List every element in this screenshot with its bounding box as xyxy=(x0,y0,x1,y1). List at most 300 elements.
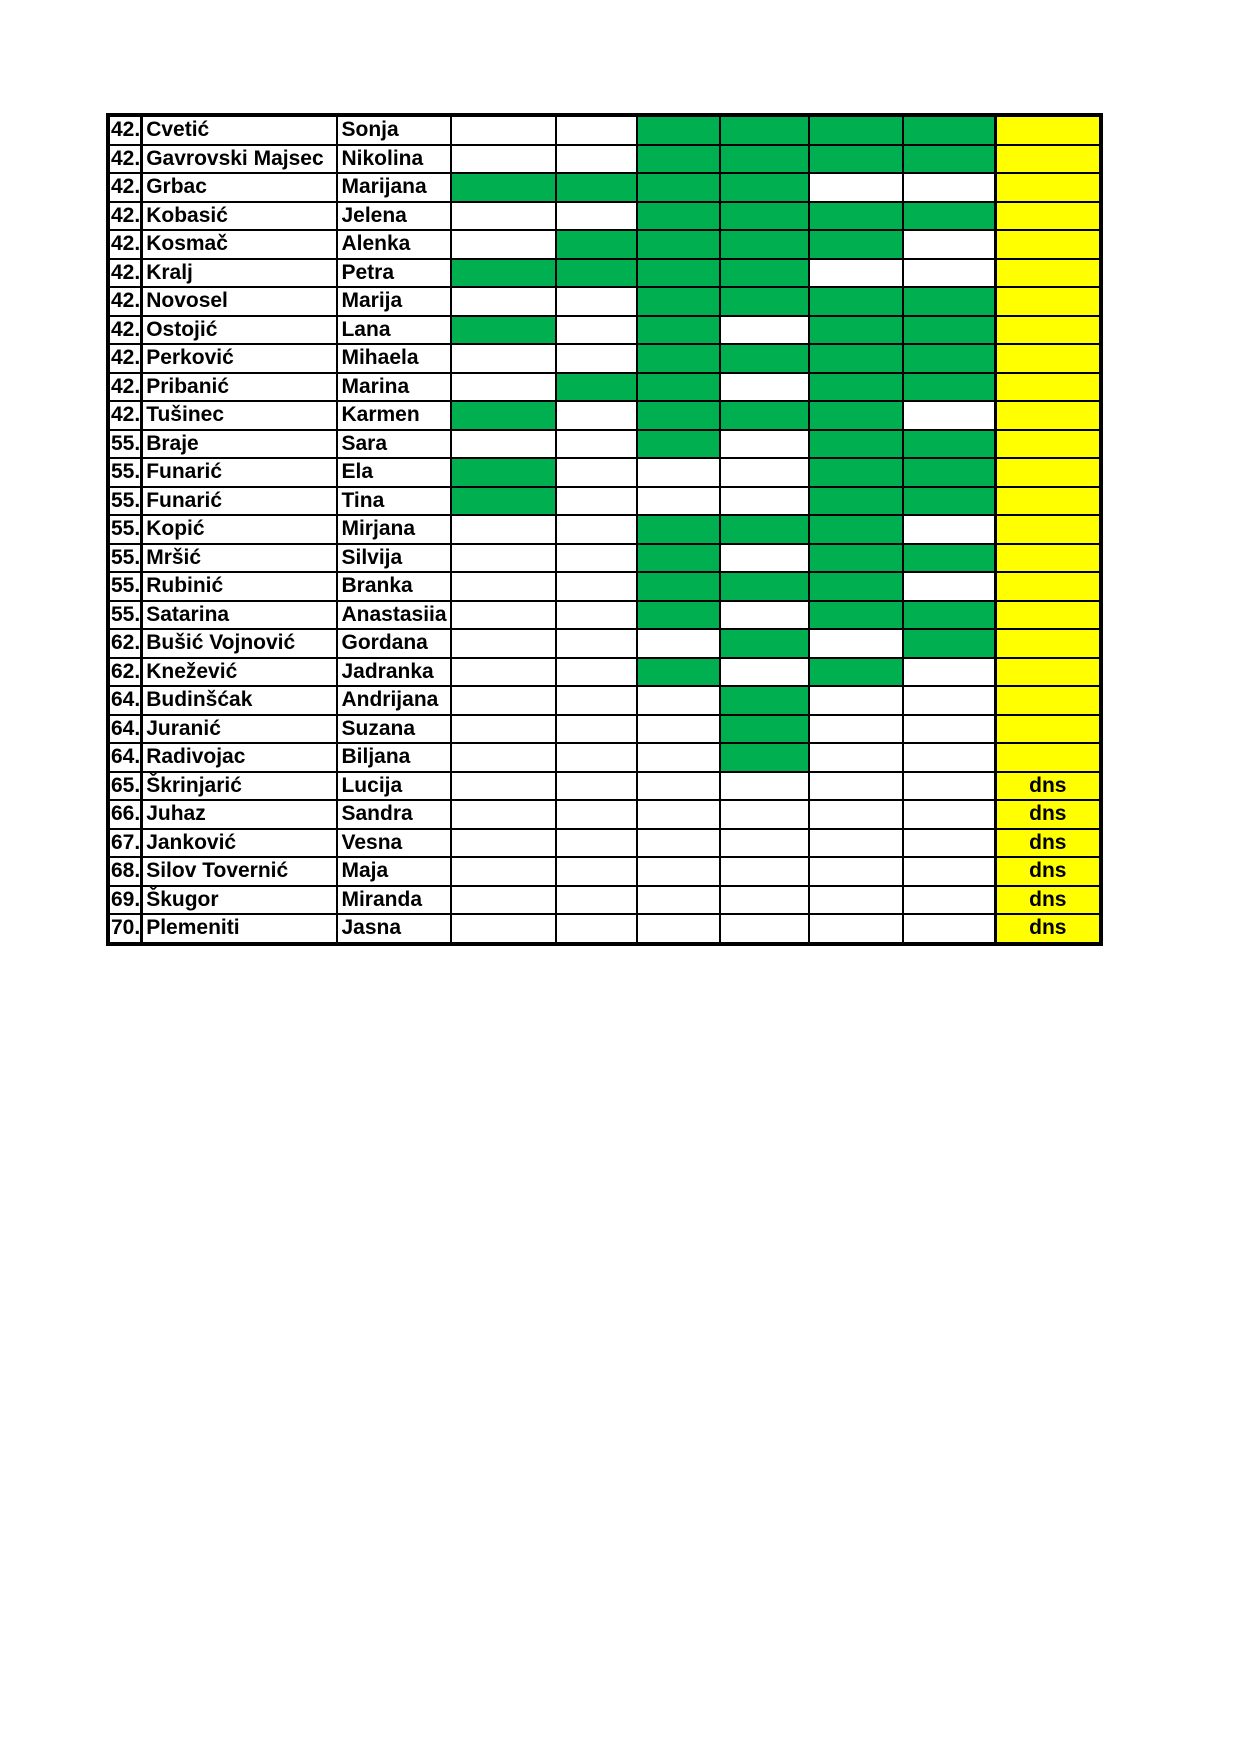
surname-cell: Kobasić xyxy=(142,202,338,231)
name-cell: Karmen xyxy=(337,401,450,430)
surname-cell: Bušić Vojnović xyxy=(142,629,338,658)
empty-mark-cell xyxy=(809,259,903,288)
empty-mark-cell xyxy=(556,115,637,145)
empty-mark-cell xyxy=(720,800,808,829)
name-cell: Ela xyxy=(337,458,450,487)
surname-cell: Perković xyxy=(142,344,338,373)
rank-cell: 67. xyxy=(108,829,142,858)
empty-mark-cell xyxy=(556,344,637,373)
status-cell xyxy=(995,373,1101,402)
results-table xyxy=(106,113,1103,946)
green-mark-cell xyxy=(903,287,995,316)
green-mark-cell xyxy=(903,316,995,345)
name-cell: Silvija xyxy=(337,544,450,573)
empty-mark-cell xyxy=(451,914,556,944)
empty-mark-cell xyxy=(809,173,903,202)
name-cell: Marijana xyxy=(337,173,450,202)
empty-mark-cell xyxy=(451,772,556,801)
green-mark-cell xyxy=(809,658,903,687)
status-cell xyxy=(995,344,1101,373)
table-row xyxy=(108,629,1101,658)
empty-mark-cell xyxy=(556,430,637,459)
status-cell xyxy=(995,743,1101,772)
empty-mark-cell xyxy=(637,886,720,915)
status-cell: dns xyxy=(995,800,1101,829)
name-cell: Jelena xyxy=(337,202,450,231)
green-mark-cell xyxy=(637,173,720,202)
rank-cell: 42. xyxy=(108,115,142,145)
name-cell: Alenka xyxy=(337,230,450,259)
status-cell xyxy=(995,515,1101,544)
green-mark-cell xyxy=(903,115,995,145)
empty-mark-cell xyxy=(451,658,556,687)
table-row xyxy=(108,886,1101,915)
green-mark-cell xyxy=(903,629,995,658)
empty-mark-cell xyxy=(809,743,903,772)
name-cell: Jasna xyxy=(337,914,450,944)
name-cell: Marija xyxy=(337,287,450,316)
rank-cell: 55. xyxy=(108,458,142,487)
status-cell xyxy=(995,572,1101,601)
green-mark-cell xyxy=(720,686,808,715)
name-cell: Biljana xyxy=(337,743,450,772)
empty-mark-cell xyxy=(903,715,995,744)
empty-mark-cell xyxy=(809,857,903,886)
table-row xyxy=(108,800,1101,829)
empty-mark-cell xyxy=(637,487,720,516)
surname-cell: Kosmač xyxy=(142,230,338,259)
green-mark-cell xyxy=(809,287,903,316)
empty-mark-cell xyxy=(556,629,637,658)
surname-cell: Mršić xyxy=(142,544,338,573)
green-mark-cell xyxy=(903,487,995,516)
green-mark-cell xyxy=(903,544,995,573)
empty-mark-cell xyxy=(809,829,903,858)
status-cell xyxy=(995,401,1101,430)
empty-mark-cell xyxy=(451,886,556,915)
table-row xyxy=(108,115,1101,145)
green-mark-cell xyxy=(637,316,720,345)
status-cell: dns xyxy=(995,772,1101,801)
empty-mark-cell xyxy=(451,230,556,259)
surname-cell: Radivojac xyxy=(142,743,338,772)
green-mark-cell xyxy=(809,572,903,601)
surname-cell: Satarina xyxy=(142,601,338,630)
rank-cell: 42. xyxy=(108,173,142,202)
rank-cell: 68. xyxy=(108,857,142,886)
green-mark-cell xyxy=(451,458,556,487)
green-mark-cell xyxy=(809,601,903,630)
green-mark-cell xyxy=(720,145,808,174)
empty-mark-cell xyxy=(451,544,556,573)
rank-cell: 42. xyxy=(108,259,142,288)
empty-mark-cell xyxy=(720,544,808,573)
green-mark-cell xyxy=(809,202,903,231)
table-row xyxy=(108,829,1101,858)
empty-mark-cell xyxy=(720,430,808,459)
empty-mark-cell xyxy=(451,800,556,829)
rank-cell: 70. xyxy=(108,914,142,944)
surname-cell: Gavrovski Majsec xyxy=(142,145,338,174)
empty-mark-cell xyxy=(556,686,637,715)
empty-mark-cell xyxy=(720,458,808,487)
name-cell: Marina xyxy=(337,373,450,402)
green-mark-cell xyxy=(720,115,808,145)
empty-mark-cell xyxy=(637,829,720,858)
green-mark-cell xyxy=(720,173,808,202)
green-mark-cell xyxy=(637,344,720,373)
empty-mark-cell xyxy=(556,515,637,544)
status-cell: dns xyxy=(995,914,1101,944)
name-cell: Suzana xyxy=(337,715,450,744)
table-row xyxy=(108,173,1101,202)
status-cell xyxy=(995,230,1101,259)
table-row xyxy=(108,344,1101,373)
status-cell xyxy=(995,487,1101,516)
status-cell xyxy=(995,430,1101,459)
surname-cell: Janković xyxy=(142,829,338,858)
green-mark-cell xyxy=(720,259,808,288)
status-cell xyxy=(995,458,1101,487)
table-row xyxy=(108,373,1101,402)
empty-mark-cell xyxy=(556,572,637,601)
surname-cell: Rubinić xyxy=(142,572,338,601)
surname-cell: Plemeniti xyxy=(142,914,338,944)
green-mark-cell xyxy=(809,544,903,573)
empty-mark-cell xyxy=(903,772,995,801)
empty-mark-cell xyxy=(451,430,556,459)
empty-mark-cell xyxy=(556,458,637,487)
surname-cell: Novosel xyxy=(142,287,338,316)
name-cell: Lucija xyxy=(337,772,450,801)
rank-cell: 64. xyxy=(108,686,142,715)
empty-mark-cell xyxy=(720,886,808,915)
table-row xyxy=(108,686,1101,715)
empty-mark-cell xyxy=(903,857,995,886)
green-mark-cell xyxy=(637,202,720,231)
surname-cell: Škugor xyxy=(142,886,338,915)
table-row xyxy=(108,487,1101,516)
empty-mark-cell xyxy=(903,914,995,944)
empty-mark-cell xyxy=(720,857,808,886)
name-cell: Anastasiia xyxy=(337,601,450,630)
green-mark-cell xyxy=(637,259,720,288)
empty-mark-cell xyxy=(720,601,808,630)
table-row xyxy=(108,202,1101,231)
name-cell: Lana xyxy=(337,316,450,345)
surname-cell: Kralj xyxy=(142,259,338,288)
table-row xyxy=(108,316,1101,345)
table-row xyxy=(108,914,1101,944)
name-cell: Branka xyxy=(337,572,450,601)
empty-mark-cell xyxy=(809,800,903,829)
surname-cell: Pribanić xyxy=(142,373,338,402)
status-cell xyxy=(995,115,1101,145)
empty-mark-cell xyxy=(451,373,556,402)
green-mark-cell xyxy=(637,515,720,544)
empty-mark-cell xyxy=(556,914,637,944)
empty-mark-cell xyxy=(451,686,556,715)
green-mark-cell xyxy=(720,344,808,373)
empty-mark-cell xyxy=(809,886,903,915)
rank-cell: 69. xyxy=(108,886,142,915)
rank-cell: 42. xyxy=(108,401,142,430)
empty-mark-cell xyxy=(451,629,556,658)
empty-mark-cell xyxy=(556,316,637,345)
empty-mark-cell xyxy=(903,743,995,772)
green-mark-cell xyxy=(556,259,637,288)
empty-mark-cell xyxy=(556,401,637,430)
green-mark-cell xyxy=(809,316,903,345)
green-mark-cell xyxy=(903,458,995,487)
green-mark-cell xyxy=(556,230,637,259)
green-mark-cell xyxy=(451,487,556,516)
rank-cell: 42. xyxy=(108,287,142,316)
empty-mark-cell xyxy=(451,145,556,174)
empty-mark-cell xyxy=(637,715,720,744)
rank-cell: 62. xyxy=(108,629,142,658)
empty-mark-cell xyxy=(903,829,995,858)
name-cell: Sara xyxy=(337,430,450,459)
green-mark-cell xyxy=(903,145,995,174)
green-mark-cell xyxy=(556,373,637,402)
surname-cell: Ostojić xyxy=(142,316,338,345)
status-cell xyxy=(995,145,1101,174)
green-mark-cell xyxy=(720,287,808,316)
name-cell: Sandra xyxy=(337,800,450,829)
green-mark-cell xyxy=(637,601,720,630)
rank-cell: 55. xyxy=(108,544,142,573)
table-row xyxy=(108,145,1101,174)
status-cell xyxy=(995,629,1101,658)
empty-mark-cell xyxy=(637,686,720,715)
green-mark-cell xyxy=(556,173,637,202)
status-cell xyxy=(995,686,1101,715)
name-cell: Nikolina xyxy=(337,145,450,174)
empty-mark-cell xyxy=(451,715,556,744)
green-mark-cell xyxy=(637,145,720,174)
surname-cell: Funarić xyxy=(142,487,338,516)
results-sheet xyxy=(106,113,1103,946)
rank-cell: 55. xyxy=(108,572,142,601)
empty-mark-cell xyxy=(556,743,637,772)
green-mark-cell xyxy=(720,230,808,259)
empty-mark-cell xyxy=(637,629,720,658)
surname-cell: Knežević xyxy=(142,658,338,687)
empty-mark-cell xyxy=(720,772,808,801)
empty-mark-cell xyxy=(720,316,808,345)
table-row xyxy=(108,287,1101,316)
empty-mark-cell xyxy=(720,914,808,944)
empty-mark-cell xyxy=(556,857,637,886)
empty-mark-cell xyxy=(720,487,808,516)
name-cell: Jadranka xyxy=(337,658,450,687)
empty-mark-cell xyxy=(556,544,637,573)
empty-mark-cell xyxy=(903,886,995,915)
green-mark-cell xyxy=(451,316,556,345)
empty-mark-cell xyxy=(556,145,637,174)
status-cell xyxy=(995,544,1101,573)
name-cell: Mirjana xyxy=(337,515,450,544)
table-row xyxy=(108,772,1101,801)
empty-mark-cell xyxy=(637,857,720,886)
green-mark-cell xyxy=(451,401,556,430)
empty-mark-cell xyxy=(903,572,995,601)
empty-mark-cell xyxy=(637,458,720,487)
status-cell xyxy=(995,202,1101,231)
empty-mark-cell xyxy=(903,515,995,544)
green-mark-cell xyxy=(720,743,808,772)
empty-mark-cell xyxy=(451,344,556,373)
table-row xyxy=(108,259,1101,288)
name-cell: Mihaela xyxy=(337,344,450,373)
green-mark-cell xyxy=(637,401,720,430)
empty-mark-cell xyxy=(809,772,903,801)
empty-mark-cell xyxy=(809,686,903,715)
green-mark-cell xyxy=(451,173,556,202)
empty-mark-cell xyxy=(720,373,808,402)
status-cell xyxy=(995,601,1101,630)
surname-cell: Grbac xyxy=(142,173,338,202)
green-mark-cell xyxy=(809,115,903,145)
status-cell: dns xyxy=(995,829,1101,858)
green-mark-cell xyxy=(637,572,720,601)
status-cell xyxy=(995,259,1101,288)
rank-cell: 55. xyxy=(108,601,142,630)
rank-cell: 42. xyxy=(108,145,142,174)
empty-mark-cell xyxy=(556,772,637,801)
empty-mark-cell xyxy=(637,914,720,944)
empty-mark-cell xyxy=(903,259,995,288)
table-row xyxy=(108,601,1101,630)
rank-cell: 64. xyxy=(108,715,142,744)
empty-mark-cell xyxy=(809,629,903,658)
empty-mark-cell xyxy=(451,287,556,316)
name-cell: Gordana xyxy=(337,629,450,658)
surname-cell: Silov Tovernić xyxy=(142,857,338,886)
empty-mark-cell xyxy=(556,800,637,829)
empty-mark-cell xyxy=(903,230,995,259)
surname-cell: Juhaz xyxy=(142,800,338,829)
status-cell xyxy=(995,173,1101,202)
green-mark-cell xyxy=(903,202,995,231)
green-mark-cell xyxy=(637,544,720,573)
green-mark-cell xyxy=(809,401,903,430)
table-row xyxy=(108,857,1101,886)
status-cell: dns xyxy=(995,857,1101,886)
rank-cell: 55. xyxy=(108,430,142,459)
rank-cell: 66. xyxy=(108,800,142,829)
empty-mark-cell xyxy=(451,515,556,544)
status-cell: dns xyxy=(995,886,1101,915)
empty-mark-cell xyxy=(451,829,556,858)
empty-mark-cell xyxy=(637,772,720,801)
empty-mark-cell xyxy=(556,202,637,231)
table-row xyxy=(108,544,1101,573)
surname-cell: Funarić xyxy=(142,458,338,487)
empty-mark-cell xyxy=(903,173,995,202)
rank-cell: 42. xyxy=(108,202,142,231)
rank-cell: 64. xyxy=(108,743,142,772)
empty-mark-cell xyxy=(903,401,995,430)
empty-mark-cell xyxy=(720,829,808,858)
status-cell xyxy=(995,287,1101,316)
green-mark-cell xyxy=(903,601,995,630)
empty-mark-cell xyxy=(451,743,556,772)
empty-mark-cell xyxy=(809,914,903,944)
green-mark-cell xyxy=(720,515,808,544)
name-cell: Miranda xyxy=(337,886,450,915)
table-row xyxy=(108,230,1101,259)
empty-mark-cell xyxy=(451,202,556,231)
status-cell xyxy=(995,658,1101,687)
surname-cell: Braje xyxy=(142,430,338,459)
green-mark-cell xyxy=(809,515,903,544)
name-cell: Tina xyxy=(337,487,450,516)
green-mark-cell xyxy=(903,430,995,459)
table-row xyxy=(108,743,1101,772)
results-rows xyxy=(108,115,1101,944)
green-mark-cell xyxy=(720,715,808,744)
name-cell: Maja xyxy=(337,857,450,886)
empty-mark-cell xyxy=(556,287,637,316)
name-cell: Vesna xyxy=(337,829,450,858)
green-mark-cell xyxy=(720,629,808,658)
empty-mark-cell xyxy=(556,601,637,630)
status-cell xyxy=(995,715,1101,744)
empty-mark-cell xyxy=(637,800,720,829)
green-mark-cell xyxy=(637,430,720,459)
rank-cell: 42. xyxy=(108,316,142,345)
table-row xyxy=(108,430,1101,459)
rank-cell: 55. xyxy=(108,515,142,544)
rank-cell: 55. xyxy=(108,487,142,516)
empty-mark-cell xyxy=(451,601,556,630)
table-row xyxy=(108,715,1101,744)
name-cell: Sonja xyxy=(337,115,450,145)
rank-cell: 62. xyxy=(108,658,142,687)
surname-cell: Kopić xyxy=(142,515,338,544)
green-mark-cell xyxy=(637,115,720,145)
empty-mark-cell xyxy=(451,857,556,886)
surname-cell: Juranić xyxy=(142,715,338,744)
green-mark-cell xyxy=(637,373,720,402)
empty-mark-cell xyxy=(556,886,637,915)
empty-mark-cell xyxy=(556,715,637,744)
empty-mark-cell xyxy=(451,115,556,145)
table-row xyxy=(108,401,1101,430)
green-mark-cell xyxy=(809,430,903,459)
surname-cell: Škrinjarić xyxy=(142,772,338,801)
green-mark-cell xyxy=(903,373,995,402)
green-mark-cell xyxy=(809,230,903,259)
status-cell xyxy=(995,316,1101,345)
green-mark-cell xyxy=(809,344,903,373)
empty-mark-cell xyxy=(903,686,995,715)
table-row xyxy=(108,572,1101,601)
empty-mark-cell xyxy=(637,743,720,772)
empty-mark-cell xyxy=(556,658,637,687)
green-mark-cell xyxy=(809,487,903,516)
green-mark-cell xyxy=(809,458,903,487)
empty-mark-cell xyxy=(451,572,556,601)
name-cell: Andrijana xyxy=(337,686,450,715)
rank-cell: 42. xyxy=(108,373,142,402)
name-cell: Petra xyxy=(337,259,450,288)
green-mark-cell xyxy=(809,145,903,174)
green-mark-cell xyxy=(720,401,808,430)
surname-cell: Tušinec xyxy=(142,401,338,430)
